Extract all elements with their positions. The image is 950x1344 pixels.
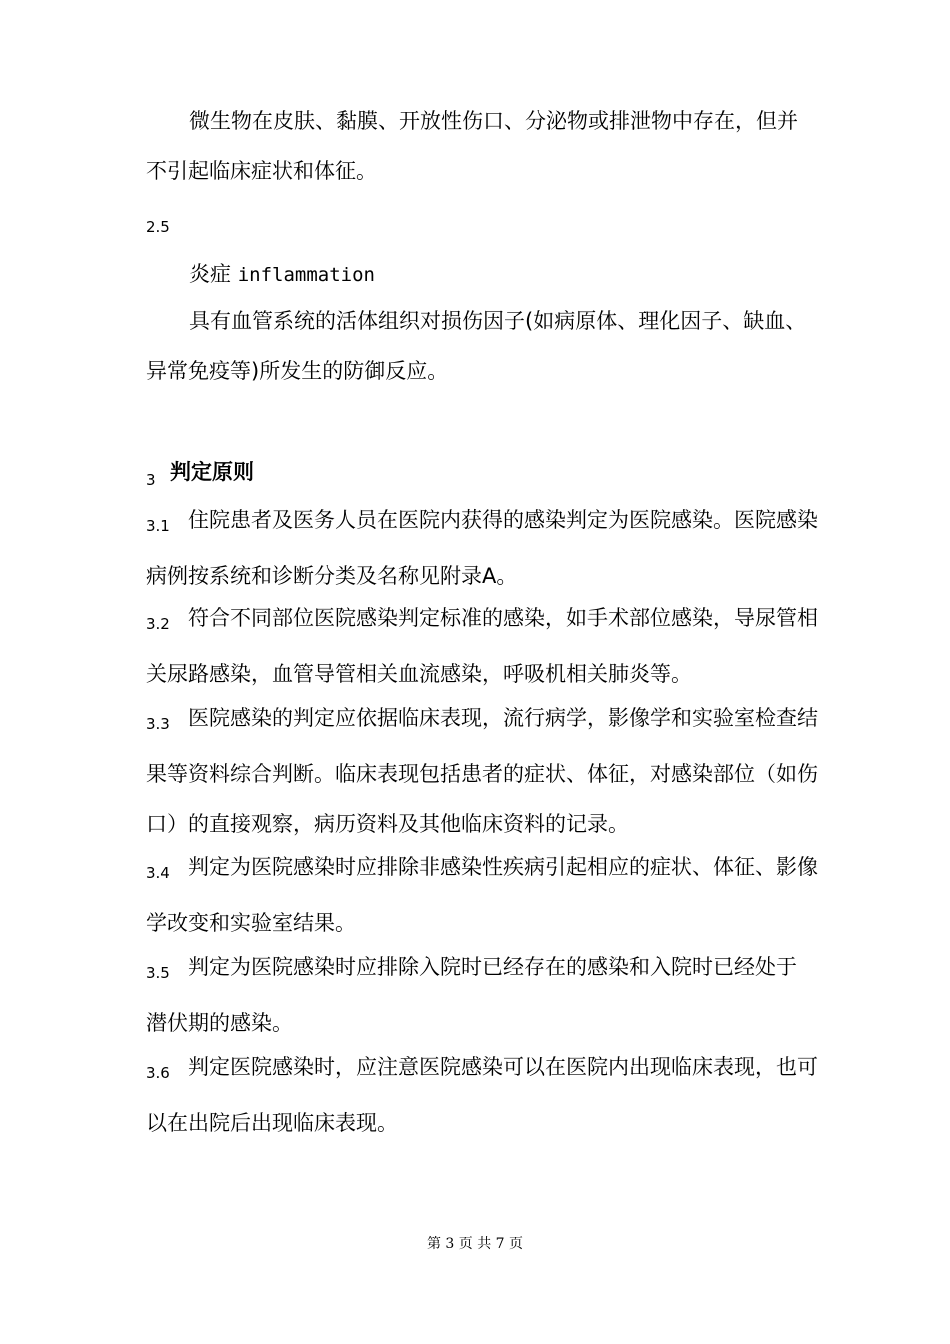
term-english: inflammation	[237, 264, 375, 286]
clause-number-2-5: 2.5	[146, 218, 170, 236]
clause-number: 3.4	[146, 864, 170, 882]
clause-3-5	[146, 942, 806, 1048]
clause-number: 3.3	[146, 715, 170, 733]
paragraph-colonization: 微生物在皮肤、黏膜、开放性伤口、分泌物或排泄物中存在，但并不引起临床症状和体征。	[146, 109, 798, 183]
clause-text: 判定为医院感染时应排除入院时已经存在的感染和入院时已经处于潜伏期的感染。	[146, 955, 797, 1035]
paragraph-inflammation-definition: 具有血管系统的活体组织对损伤因子(如病原体、理化因子、缺血、异常免疫等)所发生的防御反应。	[146, 309, 807, 383]
clause-text: 医院感染的判定应依据临床表现，流行病学，影像学和实验室检查结果等资料综合判断。临床表现包括患者的症状、体征，对感染部位（如伤口）的直接观察，病历资料及其他临床资料的记录。	[146, 706, 818, 836]
clause-3-3	[146, 693, 818, 849]
page-footer: 第 3 页 共 7 页	[426, 1236, 524, 1252]
clause-3-4	[146, 842, 818, 948]
clause-text: 住院患者及医务人员在医院内获得的感染判定为医院感染。医院感染病例按系统和诊断分类及名称见附录A。	[146, 508, 818, 588]
clause-3-1	[146, 495, 818, 601]
section-heading-3	[146, 456, 254, 489]
clause-text: 判定为医院感染时应排除非感染性疾病引起相应的症状、体征、影像学改变和实验室结果。	[146, 855, 818, 935]
clause-number: 3.2	[146, 615, 170, 633]
term-chinese: 炎症	[189, 262, 231, 286]
clause-number: 3.1	[146, 517, 170, 535]
clause-number: 3.6	[146, 1064, 170, 1082]
term-inflammation	[189, 258, 375, 288]
clause-text: 判定医院感染时，应注意医院感染可以在医院内出现临床表现，也可以在出院后出现临床表现。	[146, 1055, 818, 1135]
clause-number: 3.5	[146, 964, 170, 982]
section-title: 判定原则	[170, 460, 254, 484]
clause-text: 符合不同部位医院感染判定标准的感染，如手术部位感染，导尿管相关尿路感染，血管导管相关血流感染，呼吸机相关肺炎等。	[146, 606, 818, 686]
section-number: 3	[146, 471, 156, 489]
clause-3-2	[146, 593, 818, 699]
clause-3-6	[146, 1042, 818, 1148]
